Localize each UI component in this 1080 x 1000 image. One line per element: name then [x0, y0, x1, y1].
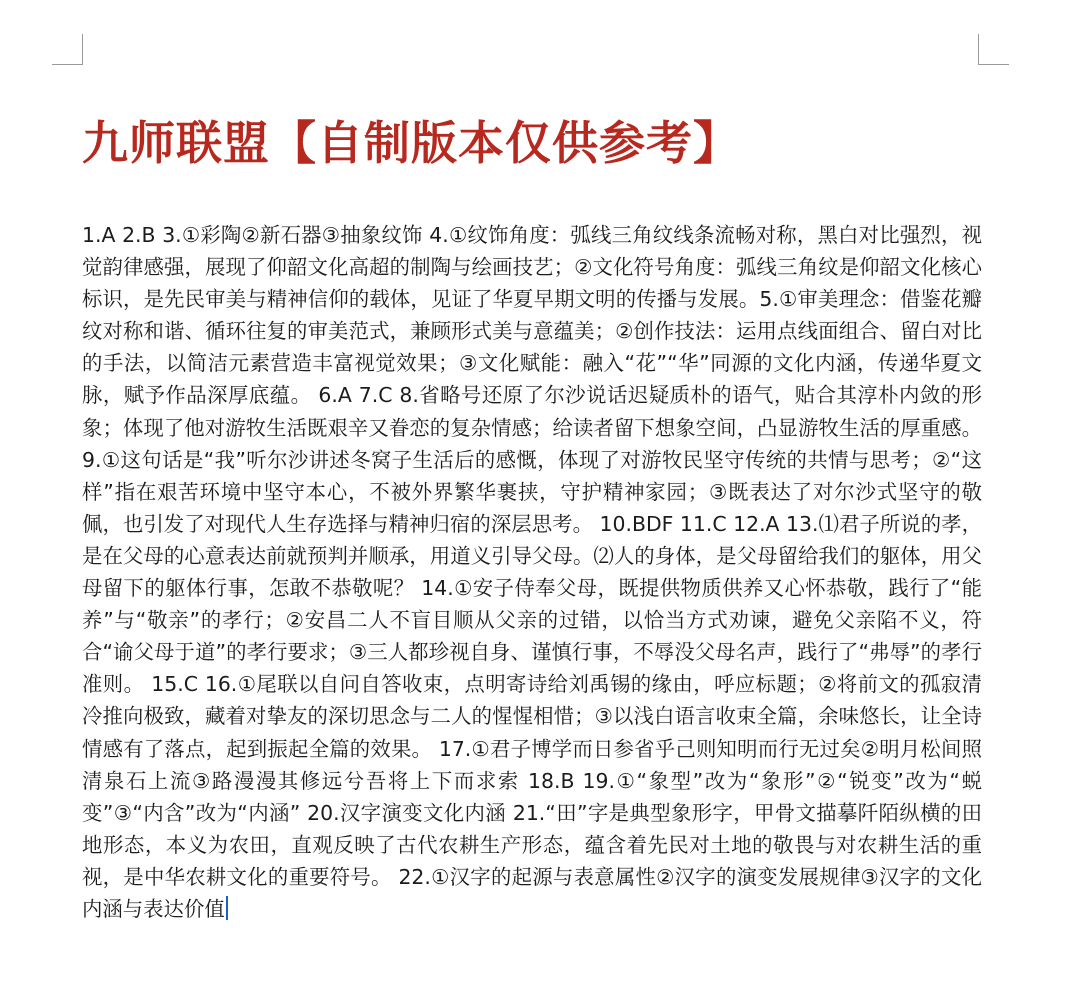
document-title: 九师联盟【自制版本仅供参考】: [82, 116, 740, 170]
crop-mark-top-right: [978, 34, 1009, 65]
text-cursor: [226, 896, 228, 920]
answer-text-content: 1.A 2.B 3.①彩陶②新石器③抽象纹饰 4.①纹饰角度：弧线三角纹线条流畅对称，黑白对比强烈，视觉韵律感强，展现了仰韶文化高超的制陶与绘画技艺；②文化符号角度：弧线三角纹是仰韶文化核心标识，是先民审美与精神信仰的载体，见证了华夏早期文明的传播与发展。5.①审美理念：借鉴花瓣纹对称和谐、循环往复的审美范式，兼顾形式美与意蕴美；②创作技法：运用点线面组合、留白对比的手法，以简洁元素营造丰富视觉效果；③文化赋能：融入“花”“华”同源的文化内涵，传递华夏文脉，赋予作品深厚底蕴。 6.A 7.C 8.省略号还原了尔沙说话迟疑质朴的语气，贴合其淳朴内敛的形象；体现了他对游牧生活既艰辛又眷恋的复杂情感；给读者留下想象空间，凸显游牧生活的厚重感。 9.①这句话是“我”听尔沙讲述冬窝子生活后的感慨，体现了对游牧民坚守传统的共情与思考；②“这样”指在艰苦环境中坚守本心，不被外界繁华裹挟，守护精神家园；③既表达了对尔沙式坚守的敬佩，也引发了对现代人生存选择与精神归宿的深层思考。 10.BDF 11.C 12.A 13.⑴君子所说的孝，是在父母的心意表达前就预判并顺承，用道义引导父母。⑵人的身体，是父母留给我们的躯体，用父母留下的躯体行事，怎敢不恭敬呢？ 14.①安子侍奉父母，既提供物质供养又心怀恭敬，践行了“能养”与“敬亲”的孝行；②安昌二人不盲目顺从父亲的过错，以恰当方式劝谏，避免父亲陷不义，符合“谕父母于道”的孝行要求；③三人都珍视自身、谨慎行事，不辱没父母名声，践行了“弗辱”的孝行准则。 15.C 16.①尾联以自问自答收束，点明寄诗给刘禹锡的缘由，呼应标题；②将前文的孤寂清冷推向极致，藏着对挚友的深切思念与二人的惺惺相惜；③以浅白语言收束全篇，余味悠长，让全诗情感有了落点，起到振起全篇的效果。 17.①君子博学而日参省乎己则知明而行无过矣②明月松间照清泉石上流③路漫漫其修远兮吾将上下而求索 18.B 19.①“象型”改为“象形”②“锐变”改为“蜕变”③“内含”改为“内涵” 20.汉字演变文化内涵 21.“田”字是典型象形字，甲骨文描摹阡陌纵横的田地形态，本义为农田，直观反映了古代农耕生产形态，蕴含着先民对土地的敬畏与对农耕生活的重视，是中华农耕文化的重要符号。 22.①汉字的起源与表意属性②汉字的演变发展规律③汉字的文化内涵与表达价值: [82, 223, 982, 921]
crop-mark-top-left: [52, 34, 83, 65]
answer-key-text[interactable]: [82, 219, 982, 925]
